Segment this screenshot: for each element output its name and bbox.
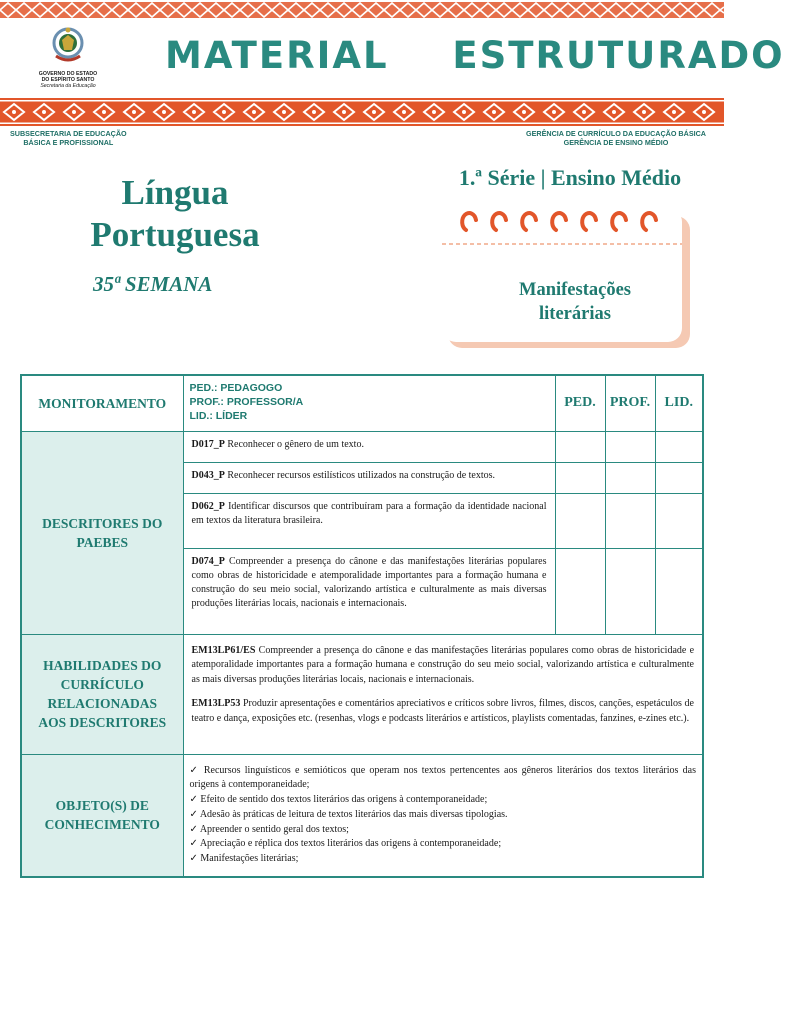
object-item: ✓ Recursos linguísticos e semióticos que operam nos textos pertencentes aos gêneros literários dos textos literários das origens à contemporaneidade; xyxy=(189,764,696,791)
check-cell-ped[interactable] xyxy=(555,493,605,548)
subject-title xyxy=(60,172,290,256)
descriptors-label xyxy=(21,431,183,634)
objects-cell xyxy=(183,754,703,877)
descriptor-text: Identificar discursos que contribuíram para a formação da identidade nacional em textos da literatura brasileira. xyxy=(191,500,547,526)
descriptors-label-line1: DESCRITORES DO xyxy=(42,515,163,531)
table-row xyxy=(21,431,703,462)
skill-code: EM13LP61/ES xyxy=(191,644,256,656)
descriptor-code: D017_P xyxy=(191,438,225,450)
objects-label xyxy=(21,754,183,877)
check-cell-prof[interactable] xyxy=(605,431,655,462)
monitoring-label: MONITORAMENTO xyxy=(21,375,183,431)
check-cell-prof[interactable] xyxy=(605,493,655,548)
grade-label: 1.ª Série | Ensino Médio xyxy=(458,165,682,190)
descriptor-cell xyxy=(183,493,555,548)
header-decorative-band xyxy=(0,98,724,126)
object-item: ✓ Apreender o sentido geral dos textos; xyxy=(189,823,349,835)
table-row xyxy=(21,754,703,877)
skills-label-line1: HABILIDADES DO xyxy=(43,658,162,673)
table-header-row xyxy=(21,375,703,431)
objects-label-line1: OBJETO(S) DE xyxy=(55,798,149,814)
check-cell-ped[interactable] xyxy=(555,431,605,462)
check-cell-ped[interactable] xyxy=(555,462,605,493)
object-item: ✓ Apreciação e réplica dos textos literários das origens à contemporaneidade; xyxy=(189,838,502,850)
subject-line1: Língua xyxy=(121,173,229,212)
skill-text: Produzir apresentações e comentários apreciativos e críticos sobre livros, filmes, discos, canções, espetáculos de teatro e dança, exposições etc. (resenhas, vlogs e podcasts literários e artísticos, playlists comentadas, fanzines, e-zines etc.). xyxy=(191,698,694,724)
descriptor-code: D043_P xyxy=(191,469,225,481)
descriptor-text: Reconhecer o gênero de um texto. xyxy=(227,438,364,450)
descriptor-cell xyxy=(183,548,555,634)
descriptor-text: Reconhecer recursos estilísticos utilizados na construção de textos. xyxy=(227,469,496,481)
gerencia-line1: GERÊNCIA DE CURRÍCULO DA EDUCAÇÃO BÁSICA xyxy=(526,129,706,138)
column-header-lid: LID. xyxy=(655,375,703,431)
top-decorative-band xyxy=(0,0,724,20)
descriptor-cell xyxy=(183,431,555,462)
skill-item xyxy=(192,644,695,688)
legend-ped: PED.: PEDAGOGO xyxy=(189,382,283,394)
logo-text-line1: GOVERNO DO ESTADO xyxy=(38,71,98,77)
week-label: 35ª SEMANA xyxy=(93,272,213,296)
title-word-estruturado: ESTRUTURADO xyxy=(452,34,785,77)
column-header-prof: PROF. xyxy=(605,375,655,431)
object-item: ✓ Manifestações literárias; xyxy=(189,853,299,865)
gerencia-line2: GERÊNCIA DE ENSINO MÉDIO xyxy=(563,137,669,147)
legend-lid: LID.: LÍDER xyxy=(189,410,248,422)
check-cell-lid[interactable] xyxy=(655,431,703,462)
skill-item xyxy=(192,697,695,726)
page-title xyxy=(165,34,785,77)
state-logo xyxy=(28,26,108,89)
descriptors-label-line2: PAEBES xyxy=(76,534,128,550)
monitoring-table xyxy=(20,374,704,878)
object-item: ✓ Adesão às práticas de leitura de textos literários das mais diversas tipologias. xyxy=(189,808,508,820)
skills-cell xyxy=(183,634,703,754)
subject-line2: Portuguesa xyxy=(90,215,260,254)
gerencia-label xyxy=(526,130,706,147)
check-cell-prof[interactable] xyxy=(605,548,655,634)
logo-text-line3: Secretaria da Educação xyxy=(40,83,96,89)
skills-label-line2: CURRÍCULO xyxy=(60,677,144,692)
skills-label-line4: AOS DESCRITORES xyxy=(38,715,167,730)
subsecretaria-line2: BÁSICA E PROFISSIONAL xyxy=(23,137,114,147)
skills-label xyxy=(21,634,183,754)
legend-cell xyxy=(183,375,555,431)
check-cell-lid[interactable] xyxy=(655,493,703,548)
subsecretaria-line1: SUBSECRETARIA DE EDUCAÇÃO xyxy=(10,129,127,138)
logo-text-line2: DO ESPÍRITO SANTO xyxy=(41,77,95,83)
object-item: ✓ Efeito de sentido dos textos literários das origens à contemporaneidade; xyxy=(189,794,488,806)
table-row xyxy=(21,634,703,754)
topic-line1: Manifestações xyxy=(519,280,631,300)
descriptor-text: Compreender a presença do cânone e das manifestações literárias populares como obras de historicidade e atemporalidade importantes para a formação humana e construção do seu meio social, valorizando artística e culturalmente as mais diversas produções literárias locais, nacionais e internacionais. xyxy=(191,555,547,609)
topic-label xyxy=(480,278,670,326)
title-word-material: MATERIAL xyxy=(165,34,389,77)
descriptor-code: D074_P xyxy=(191,555,225,567)
objects-label-line2: CONHECIMENTO xyxy=(44,817,160,833)
descriptor-cell xyxy=(183,462,555,493)
skill-text: Compreender a presença do cânone e das manifestações literárias populares como obras de historicidade e atemporalidade importantes para a formação humana e construção do seu meio social, valorizando artística e culturalmente as mais diversas produções literárias locais, nacionais e internacionais. xyxy=(191,644,695,685)
descriptor-code: D062_P xyxy=(191,500,225,512)
skills-label-line3: RELACIONADAS xyxy=(47,696,158,711)
topic-line2: literárias xyxy=(539,304,611,324)
check-cell-lid[interactable] xyxy=(655,548,703,634)
check-cell-lid[interactable] xyxy=(655,462,703,493)
check-cell-prof[interactable] xyxy=(605,462,655,493)
subsecretaria-label xyxy=(10,130,127,147)
legend-prof: PROF.: PROFESSOR/A xyxy=(189,396,304,408)
state-crest-icon xyxy=(51,26,85,66)
skill-code: EM13LP53 xyxy=(191,698,241,709)
check-cell-ped[interactable] xyxy=(555,548,605,634)
column-header-ped: PED. xyxy=(555,375,605,431)
